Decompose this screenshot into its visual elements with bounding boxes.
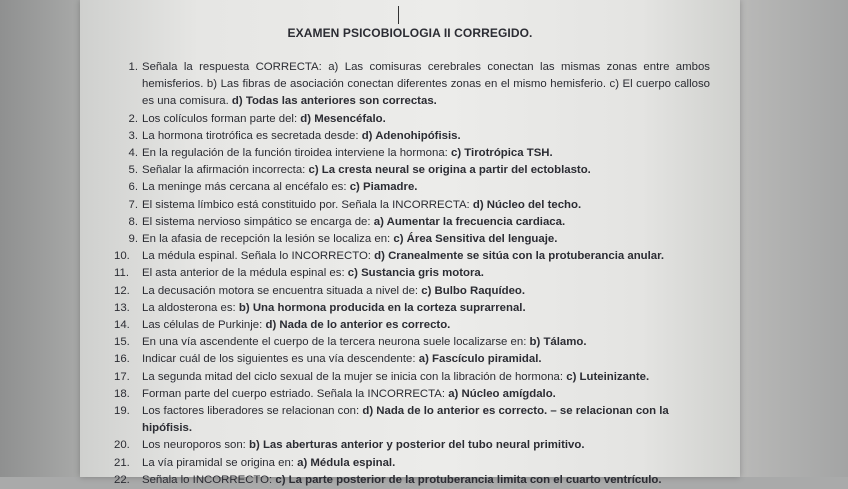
exam-page bbox=[80, 0, 740, 486]
question-item bbox=[114, 455, 710, 472]
question-prompt: El asta anterior de la médula espinal es: bbox=[142, 267, 345, 280]
question-prompt: Indicar cuál de los siguientes es una vía descendente: bbox=[142, 353, 416, 366]
question-prompt: La segunda mitad del ciclo sexual de la mujer se inicia con la libración de hormona: bbox=[142, 370, 564, 383]
question-item bbox=[120, 111, 710, 128]
question-answer: a) Médula espinal. bbox=[297, 456, 396, 469]
question-item bbox=[120, 231, 710, 248]
question-answer: b) Tálamo. bbox=[529, 336, 587, 349]
page-title: EXAMEN PSICOBIOLOGIA II CORREGIDO. bbox=[287, 26, 533, 40]
question-prompt: La hormona tirotrófica es secretada desde: bbox=[142, 129, 359, 142]
question-number: 15. bbox=[114, 336, 130, 349]
question-item bbox=[114, 437, 710, 454]
question-prompt: Forman parte del cuerpo estriado. Señala la INCORRECTA: bbox=[142, 387, 446, 400]
question-prompt: En la regulación de la función tiroidea interviene la hormona: bbox=[142, 147, 448, 160]
question-answer: a) Fascículo piramidal. bbox=[418, 353, 542, 366]
question-number: 10. bbox=[114, 250, 130, 263]
question-item bbox=[114, 283, 710, 300]
question-number: 22. bbox=[114, 473, 130, 486]
question-number: 13. bbox=[114, 301, 130, 314]
text-cursor bbox=[398, 6, 399, 24]
question-item bbox=[114, 403, 710, 437]
question-item bbox=[120, 145, 710, 162]
question-answer: d) Núcleo del techo. bbox=[472, 198, 582, 211]
question-prompt: Los factores liberadores se relacionan con: bbox=[142, 405, 360, 418]
question-number: 19. bbox=[114, 405, 130, 418]
question-item bbox=[114, 300, 710, 317]
question-item bbox=[120, 59, 710, 111]
question-prompt: En una vía ascendente el cuerpo de la tercera neurona suele localizarse en: bbox=[142, 336, 527, 349]
question-number: 16. bbox=[114, 353, 130, 366]
question-number: 14. bbox=[114, 319, 130, 332]
question-item bbox=[114, 386, 710, 403]
question-prompt: El sistema límbico está constituido por. Señala la INCORRECTA: bbox=[142, 198, 470, 211]
question-prompt: Señala lo INCORRECTO: bbox=[142, 473, 273, 486]
question-item bbox=[114, 334, 710, 351]
question-number: 4. bbox=[128, 147, 138, 160]
question-number: 3. bbox=[128, 129, 138, 142]
question-answer: c) Luteinizante. bbox=[566, 370, 650, 383]
question-answer: b) Las aberturas anterior y posterior del tubo neural primitivo. bbox=[249, 439, 585, 452]
question-item bbox=[114, 472, 710, 489]
question-number: 21. bbox=[114, 456, 130, 469]
question-number: 17. bbox=[114, 370, 130, 383]
question-prompt: La aldosterona es: bbox=[142, 301, 236, 314]
question-answer: c) Tirotrópica TSH. bbox=[451, 147, 553, 160]
question-prompt: Las células de Purkinje: bbox=[142, 319, 263, 332]
question-answer: c) Área Sensitiva del lenguaje. bbox=[393, 233, 558, 246]
question-prompt: La meninge más cercana al encéfalo es: bbox=[142, 181, 347, 194]
question-prompt: Señalar la afirmación incorrecta: bbox=[142, 164, 306, 177]
question-answer: a) Núcleo amígdalo. bbox=[448, 387, 556, 400]
question-prompt: Señala la respuesta CORRECTA: a) Las comisuras cerebrales conectan las mismas zonas entre ambos hemisferios. b) Las fibras de asociación conectan diferentes zonas en el mismo hemisferio. c) El cuerpo calloso es una comisura. bbox=[142, 61, 710, 108]
question-number: 12. bbox=[114, 284, 130, 297]
question-item bbox=[120, 162, 710, 179]
question-number: 6. bbox=[128, 181, 138, 194]
question-prompt: En la afasia de recepción la lesión se localiza en: bbox=[142, 233, 391, 246]
question-item bbox=[114, 317, 710, 334]
question-prompt: La médula espinal. Señala lo INCORRECTO: bbox=[142, 250, 371, 263]
question-item bbox=[114, 265, 710, 282]
question-number: 18. bbox=[114, 387, 130, 400]
question-prompt: El sistema nervioso simpático se encarga de: bbox=[142, 215, 371, 228]
question-prompt: La vía piramidal se origina en: bbox=[142, 456, 294, 469]
question-answer: c) Piamadre. bbox=[349, 181, 418, 194]
question-number: 20. bbox=[114, 439, 130, 452]
question-answer: d) Nada de lo anterior es correcto. – se relacionan con la hipófisis. bbox=[142, 405, 669, 435]
background-right bbox=[740, 0, 848, 477]
question-answer: d) Mesencéfalo. bbox=[300, 112, 386, 125]
question-item bbox=[120, 214, 710, 231]
question-item bbox=[120, 197, 710, 214]
background-left bbox=[0, 0, 80, 477]
question-number: 2. bbox=[128, 112, 138, 125]
question-item bbox=[120, 128, 710, 145]
question-number: 7. bbox=[128, 198, 138, 211]
question-prompt: Los colículos forman parte del: bbox=[142, 112, 298, 125]
question-item bbox=[120, 179, 710, 196]
question-answer: d) Nada de lo anterior es correcto. bbox=[265, 319, 451, 332]
question-answer: d) Cranealmente se sitúa con la protuberancia anular. bbox=[374, 250, 665, 263]
question-answer: c) La cresta neural se origina a partir del ectoblasto. bbox=[308, 164, 591, 177]
question-number: 11. bbox=[114, 267, 129, 280]
question-number: 9. bbox=[128, 233, 138, 246]
question-number: 1. bbox=[128, 61, 138, 73]
question-answer: b) Una hormona producida en la corteza suprarrenal. bbox=[238, 301, 526, 314]
question-item bbox=[114, 248, 710, 265]
question-prompt: La decusación motora se encuentra situada a nivel de: bbox=[142, 284, 419, 297]
question-answer: d) Todas las anteriores son correctas. bbox=[231, 95, 437, 108]
question-answer: d) Adenohipófisis. bbox=[361, 129, 461, 142]
question-item bbox=[114, 369, 710, 386]
question-answer: c) Sustancia gris motora. bbox=[347, 267, 484, 280]
question-prompt: Los neuroporos son: bbox=[142, 439, 246, 452]
question-item bbox=[114, 351, 710, 368]
question-number: 5. bbox=[128, 164, 138, 177]
question-answer: c) Bulbo Raquídeo. bbox=[421, 284, 526, 297]
question-answer: a) Aumentar la frecuencia cardiaca. bbox=[373, 215, 566, 228]
question-answer: c) La parte posterior de la protuberancia limita con el cuarto ventrículo. bbox=[275, 473, 662, 486]
question-list bbox=[114, 59, 710, 489]
question-number: 8. bbox=[128, 215, 138, 228]
